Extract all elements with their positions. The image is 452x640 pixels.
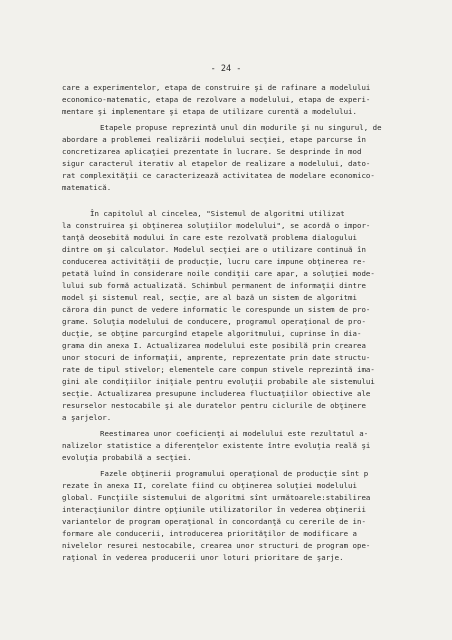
- text-line: formare ale conducerii, introducerea priorităţilor de modificare a: [62, 529, 357, 538]
- text-line: secţie. Actualizarea presupune includerea fluctuaţiilor obiective ale: [62, 389, 371, 398]
- text-line: economico-matematic, etapa de rezolvare a modelului, etapa de experi-: [62, 95, 371, 104]
- text-line: nivelelor resurei nestocabile, crearea unor structuri de program ope-: [62, 541, 371, 550]
- text-line: evoluţia probabilă a secţiei.: [62, 453, 192, 462]
- text-line: petată luînd în considerare noile condiţii care apar, a soluţiei mode-: [62, 269, 375, 278]
- text-line: În capitolul al cincelea, "Sistemul de algoritmi utilizat: [90, 209, 345, 218]
- text-line: resurselor nestocabile şi ale duratelor pentru ciclurile de obţinere: [62, 401, 366, 410]
- text-line: conducerea activităţii de producţie, lucru care impune obţinerea re-: [62, 257, 366, 266]
- text-line: sigur caracterul iterativ al etapelor de realizare a modelului, dato-: [62, 159, 371, 168]
- text-line: nalizelor statistice a diferenţelor existente între evoluţia reală şi: [62, 441, 371, 450]
- text-line: grame. Soluţia modelului de conducere, programul operaţional de pro-: [62, 317, 366, 326]
- text-line: Etapele propuse reprezintă unul din modurile şi nu singurul, de: [100, 123, 382, 132]
- text-line: concretizarea aplicaţiei prezentate în lucrare. Se desprinde în mod: [62, 147, 362, 156]
- page-number: - 24 -: [210, 64, 242, 74]
- text-line: matematică.: [62, 183, 112, 192]
- text-line: rate de tipul stivelor; elementele care compun stivele reprezintă ima-: [62, 365, 375, 374]
- text-line: ducţie, se obţine parcurgînd etapele algoritmului, cuprinse în dia-: [62, 329, 362, 338]
- text-line: abordare a problemei realizării modelului secţiei, etape parcurse în: [62, 135, 366, 144]
- text-line: gini ale condiţiilor iniţiale pentru evoluţii probabile ale sistemului: [62, 377, 375, 386]
- text-line: grama din anexa I. Actualizarea modelului este posibilă prin crearea: [62, 341, 366, 350]
- text-line: global. Funcţiile sistemului de algoritmi sînt următoarele:stabilirea: [62, 493, 371, 502]
- text-line: rat complexităţii ce caracterizează activitatea de modelare economico-: [62, 171, 375, 180]
- text-line: dintre om şi calculator. Modelul secţiei are o utilizare continuă în: [62, 245, 366, 254]
- text-line: mentare şi implementare şi etapa de utilizare curentă a modelului.: [62, 107, 357, 116]
- text-line: variantelor de program operaţional în concordanţă cu cererile de in-: [62, 517, 366, 526]
- text-line: interacţiunilor dintre opţiunile utilizatorilor în vederea obţinerii: [62, 505, 366, 514]
- text-line: Reestimarea unor coeficienţi ai modelului este rezultatul a-: [100, 429, 369, 438]
- text-line: lului sub formă actualizată. Schimbul permanent de informaţii dintre: [62, 281, 366, 290]
- text-line: tanţă deosebită modului în care este rezolvată problema dialogului: [62, 233, 357, 242]
- text-line: la construirea şi obţinerea soluţiilor modelului", se acordă o impor-: [62, 221, 371, 230]
- text-line: care a experimentelor, etapa de construire şi de rafinare a modelului: [62, 83, 371, 92]
- text-line: unor stocuri de informaţii, amprente, reprezentate prin date structu-: [62, 353, 371, 362]
- text-line: rezate în anexa II, corelate fiind cu obţinerea soluţiei modelului: [62, 481, 357, 490]
- text-line: Fazele obţinerii programului operaţional de producţie sînt p: [100, 469, 369, 478]
- text-line: a şarjelor.: [62, 413, 112, 422]
- text-line: cărora din punct de vedere informatic le corespunde un sistem de pro-: [62, 305, 371, 314]
- text-line: raţional în vederea producerii unor loturi prioritare de şarje.: [62, 553, 344, 562]
- text-line: model şi sistemul real, secţie, are al bază un sistem de algoritmi: [62, 293, 357, 302]
